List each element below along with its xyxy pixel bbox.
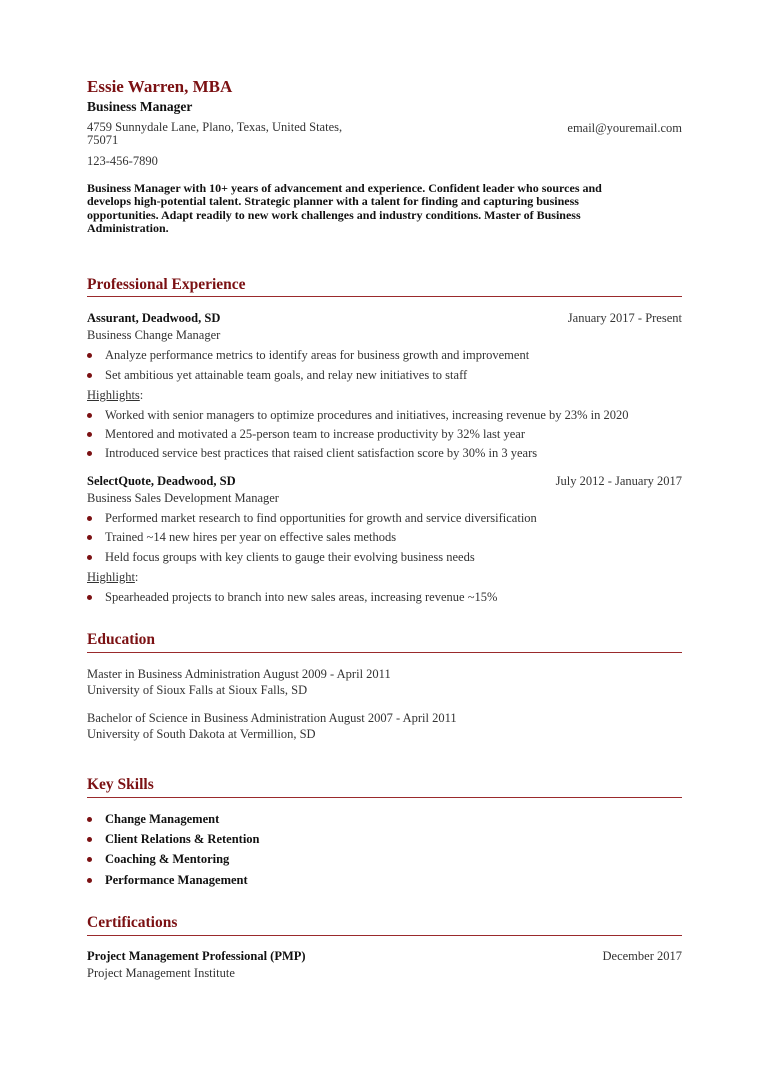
- bullet-icon: [87, 451, 92, 456]
- list-item: Worked with senior managers to optimize procedures and initiatives, increasing revenue by 23% in 2020: [87, 408, 629, 423]
- section-heading-skills: Key Skills: [87, 776, 154, 793]
- section-divider: [87, 296, 682, 297]
- job-role: Business Change Manager: [87, 328, 221, 342]
- email-link[interactable]: email@youremail.com: [567, 121, 682, 135]
- list-item: Spearheaded projects to branch into new sales areas, increasing revenue ~15%: [87, 590, 497, 605]
- section-heading-experience: Professional Experience: [87, 276, 246, 293]
- job-dates: July 2012 - January 2017: [555, 474, 682, 488]
- certification-issuer: Project Management Institute: [87, 966, 235, 980]
- phone: 123-456-7890: [87, 154, 158, 168]
- education-school: University of Sioux Falls at Sioux Falls, SD: [87, 683, 308, 697]
- list-item: Set ambitious yet attainable team goals, and relay new initiatives to staff: [87, 368, 467, 383]
- job-company: SelectQuote, Deadwood, SD: [87, 474, 236, 488]
- list-item: Mentored and motivated a 25-person team to increase productivity by 32% last year: [87, 427, 525, 442]
- summary: Business Manager with 10+ years of advancement and experience. Confident leader who sources and develops high-potential talent. Strategic planner with a talent for finding and capturing business opportunities. Adapt readily to new work challenges and industry conditions. Master of Business Administration.: [87, 181, 602, 236]
- job-role: Business Sales Development Manager: [87, 491, 279, 505]
- bullet-icon: [87, 413, 92, 418]
- education-school: University of South Dakota at Vermillion, SD: [87, 727, 316, 741]
- highlights-label: Highlights:: [87, 388, 144, 402]
- skill-item: Client Relations & Retention: [87, 832, 260, 847]
- job-dates: January 2017 - Present: [567, 311, 682, 325]
- bullet-icon: [87, 555, 92, 560]
- bullet-icon: [87, 817, 92, 822]
- list-item: Held focus groups with key clients to gauge their evolving business needs: [87, 550, 475, 565]
- bullet-icon: [87, 516, 92, 521]
- section-divider: [87, 935, 682, 936]
- list-item: Introduced service best practices that raised client satisfaction score by 30% in 3 years: [87, 446, 537, 461]
- list-item: Analyze performance metrics to identify areas for business growth and improvement: [87, 348, 529, 363]
- skill-item: Performance Management: [87, 873, 248, 888]
- section-heading-certifications: Certifications: [87, 914, 178, 931]
- bullet-icon: [87, 535, 92, 540]
- list-item: Performed market research to find opportunities for growth and service diversification: [87, 511, 537, 526]
- section-divider: [87, 652, 682, 653]
- education-degree: Bachelor of Science in Business Administration August 2007 - April 2011: [87, 711, 457, 725]
- bullet-icon: [87, 373, 92, 378]
- education-degree: Master in Business Administration August 2009 - April 2011: [87, 667, 391, 681]
- bullet-icon: [87, 595, 92, 600]
- candidate-name: Essie Warren, MBA: [87, 77, 233, 96]
- certification-date: December 2017: [602, 949, 682, 963]
- bullet-icon: [87, 432, 92, 437]
- section-divider: [87, 797, 682, 798]
- section-heading-education: Education: [87, 631, 156, 648]
- bullet-icon: [87, 878, 92, 883]
- address: 4759 Sunnydale Lane, Plano, Texas, United States, 75071: [87, 120, 343, 147]
- certification-name: Project Management Professional (PMP): [87, 949, 306, 963]
- bullet-icon: [87, 837, 92, 842]
- list-item: Trained ~14 new hires per year on effective sales methods: [87, 530, 396, 545]
- job-company: Assurant, Deadwood, SD: [87, 311, 221, 325]
- highlights-label: Highlight:: [87, 570, 139, 584]
- skill-item: Change Management: [87, 812, 219, 827]
- candidate-title: Business Manager: [87, 99, 193, 114]
- bullet-icon: [87, 353, 92, 358]
- skill-item: Coaching & Mentoring: [87, 852, 229, 867]
- bullet-icon: [87, 857, 92, 862]
